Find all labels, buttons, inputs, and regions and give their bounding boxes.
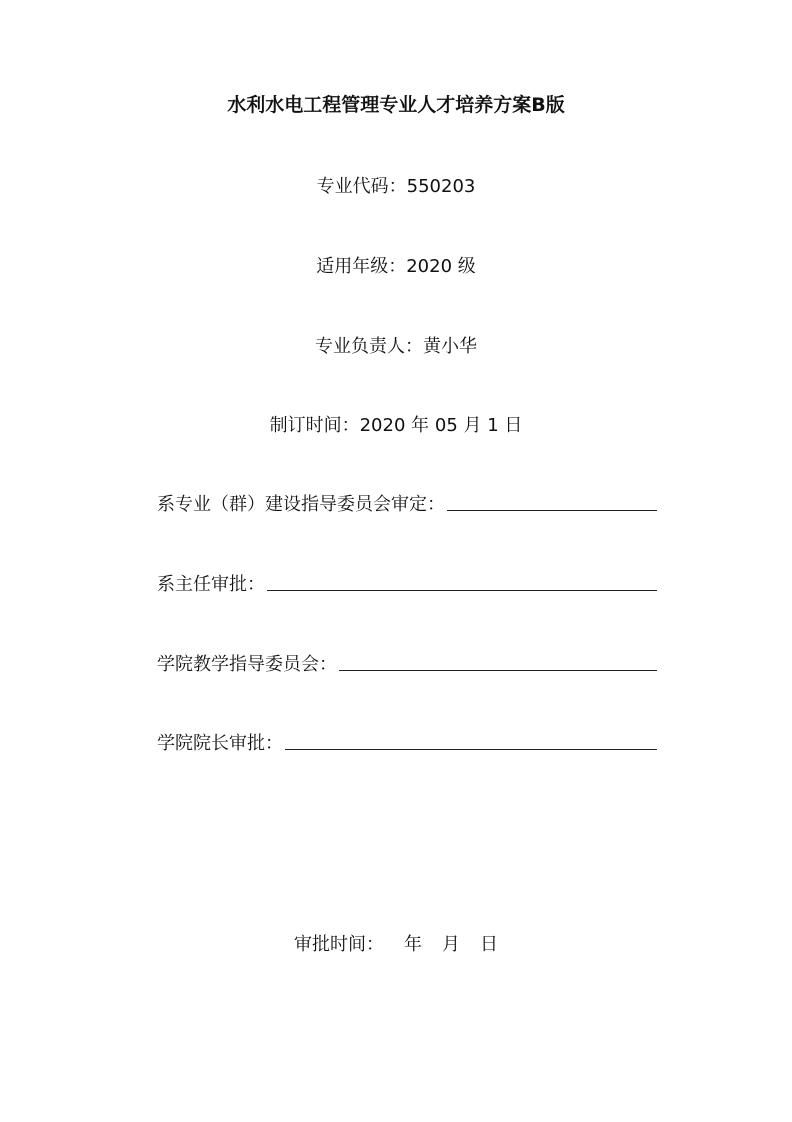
signature-line[interactable] — [447, 510, 657, 511]
approval-row-dept-head — [157, 568, 657, 596]
approval-label: 学院教学指导委员会： — [157, 654, 337, 675]
approval-row-committee — [157, 488, 657, 516]
approval-month: 月 — [442, 934, 460, 955]
signature-line[interactable] — [339, 670, 657, 671]
major-leader: 专业负责人：黄小华 — [315, 336, 477, 357]
signature-line[interactable] — [267, 590, 657, 591]
approval-time-label: 审批时间： — [294, 934, 384, 955]
approval-label: 系专业（群）建设指导委员会审定： — [157, 494, 445, 515]
applicable-grade: 适用年级：2020 级 — [316, 256, 476, 277]
approval-year: 年 — [404, 934, 422, 955]
approval-time — [0, 930, 792, 956]
approval-row-president — [157, 727, 657, 755]
signature-line[interactable] — [285, 749, 657, 750]
approval-day: 日 — [480, 934, 498, 955]
major-code: 专业代码：550203 — [316, 176, 476, 197]
approval-label: 学院院长审批： — [157, 733, 283, 754]
approval-label: 系主任审批： — [157, 574, 265, 595]
document-title: 水利水电工程管理专业人才培养方案B版 — [227, 94, 565, 116]
approval-row-teaching-committee — [157, 648, 657, 676]
revision-date: 制订时间：2020 年 05 月 1 日 — [269, 415, 523, 436]
